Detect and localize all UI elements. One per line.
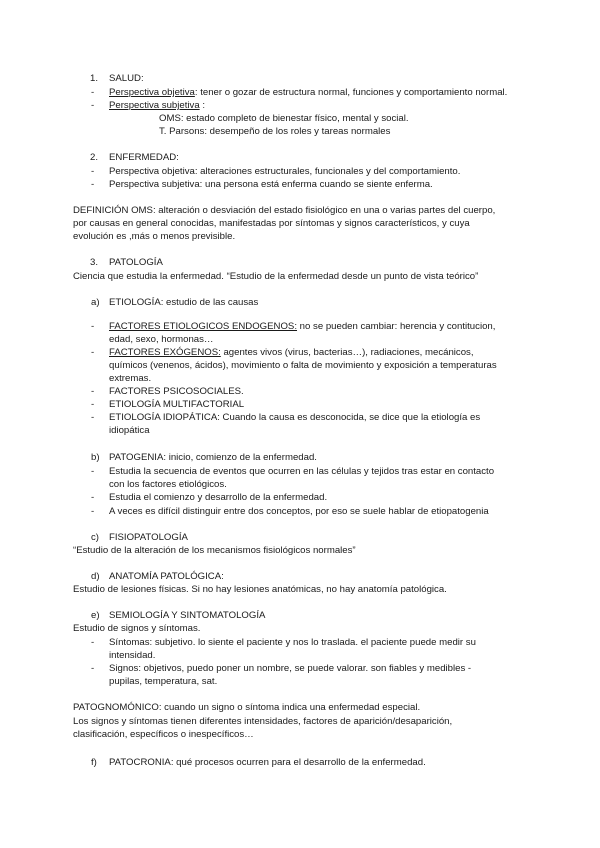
semiologia-description: Estudio de signos y síntomas.	[73, 623, 201, 634]
subsection-b-mark: b)	[91, 452, 100, 463]
bullet: -	[91, 663, 95, 674]
subsection-a-mark: a)	[91, 297, 100, 308]
bullet: -	[91, 399, 95, 410]
subsection-a-title: ETIOLOGÍA: estudio de las causas	[109, 297, 259, 308]
bullet: -	[91, 100, 95, 111]
subsection-e-mark: e)	[91, 610, 100, 621]
bullet: -	[91, 87, 95, 98]
factores-psicosociales-line: FACTORES PSICOSOCIALES.	[109, 386, 244, 397]
subsection-c-title: FISIOPATOLOGÍA	[109, 532, 188, 543]
subsection-d-title: ANATOMÍA PATOLÓGICA:	[109, 571, 224, 582]
factores-endogenos-line	[109, 320, 495, 333]
section-2-title: ENFERMEDAD:	[109, 152, 179, 163]
patologia-description: Ciencia que estudia la enfermedad. “Estudio de la enfermedad desde un punto de vista teórico”	[73, 271, 479, 282]
patognomonico-line-3: clasificación, específicos o inespecíficos…	[73, 729, 254, 740]
salud-objetiva-line	[109, 86, 507, 99]
section-2-number: 2.	[90, 152, 99, 163]
enfermedad-subjetiva-line: Perspectiva subjetiva: una persona está enferma cuando se siente enferma.	[109, 179, 433, 190]
salud-parsons-line: T. Parsons: desempeño de los roles y tareas normales	[159, 126, 391, 137]
section-1-number: 1.	[90, 73, 99, 84]
bullet: -	[91, 347, 95, 358]
bullet: -	[91, 412, 95, 423]
definicion-line-3: evolución es ,más o menos previsible.	[73, 231, 236, 242]
factores-exogenos-label: FACTORES EXÓGENOS:	[109, 347, 221, 358]
patogenia-item-1: Estudia la secuencia de eventos que ocurren en las células y tejidos tras estar en contacto	[109, 466, 495, 477]
etiologia-multifactorial-line: ETIOLOGÍA MULTIFACTORIAL	[109, 399, 245, 410]
bullet: -	[91, 166, 95, 177]
patogenia-item-3: A veces es difícil distinguir entre dos conceptos, por eso se suele hablar de etiopatogenia	[109, 506, 489, 517]
factores-endogenos-label: FACTORES ETIOLOGICOS ENDOGENOS:	[109, 321, 298, 332]
bullet: -	[91, 466, 95, 477]
salud-subjetiva-label: Perspectiva subjetiva	[109, 100, 200, 111]
signos-cont: pupilas, temperatura, sat.	[109, 676, 218, 687]
signos-line: Signos: objetivos, puedo poner un nombre, se puede valorar. son fiables y medibles -	[109, 663, 472, 674]
anatomia-description: Estudio de lesiones físicas. Si no hay lesiones anatómicas, no hay anatomía patológica.	[73, 584, 447, 595]
bullet: -	[91, 506, 95, 517]
salud-objetiva-label: Perspectiva objetiva	[109, 87, 195, 98]
salud-oms-line: OMS: estado completo de bienestar físico, mental y social.	[159, 113, 409, 124]
bullet: -	[91, 492, 95, 503]
section-3-number: 3.	[90, 257, 99, 268]
subsection-f-mark: f)	[91, 757, 97, 768]
factores-exogenos-line	[109, 346, 474, 359]
bullet: -	[91, 179, 95, 190]
patogenia-item-1-cont: con los factores etiológicos.	[109, 479, 227, 490]
factores-endogenos-text: no se pueden cambiar: herencia y contitucion,	[297, 321, 496, 332]
factores-endogenos-cont: edad, sexo, hormonas…	[109, 334, 214, 345]
salud-subjetiva-text: :	[199, 100, 205, 111]
enfermedad-objetiva-line: Perspectiva objetiva: alteraciones estructurales, funcionales y del comportamiento.	[109, 166, 461, 177]
salud-subjetiva-line	[109, 99, 205, 112]
etiologia-idiopatica-line: ETIOLOGÍA IDIOPÁTICA: Cuando la causa es desconocida, se dice que la etiología es	[109, 412, 481, 423]
definicion-line-1: DEFINICIÓN OMS: alteración o desviación del estado fisiológico en una o varias partes del cuerpo,	[73, 205, 496, 216]
patognomonico-line-1: PATOGNOMÓNICO: cuando un signo o síntoma indica una enfermedad especial.	[73, 702, 421, 713]
section-3-title: PATOLOGÍA	[109, 257, 163, 268]
definicion-line-2: por causas en general conocidas, manifestadas por síntomas y signos característicos, y cuya	[73, 218, 470, 229]
salud-objetiva-text: : tener o gozar de estructura normal, funciones y comportamiento normal.	[194, 87, 508, 98]
sintomas-cont: intensidad.	[109, 650, 156, 661]
bullet: -	[91, 637, 95, 648]
patognomonico-line-2: Los signos y síntomas tienen diferentes intensidades, factores de aparición/desaparición,	[73, 716, 453, 727]
subsection-d-mark: d)	[91, 571, 100, 582]
factores-exogenos-text: agentes vivos (virus, bacterias…), radiaciones, mecánicos,	[220, 347, 474, 358]
factores-exogenos-cont-1: químicos (venenos, ácidos), movimiento o falta de movimiento y exposición a temperaturas	[109, 360, 497, 371]
subsection-c-mark: c)	[91, 532, 99, 543]
factores-exogenos-cont-2: extremas.	[109, 373, 152, 384]
subsection-b-title: PATOGENIA: inicio, comienzo de la enfermedad.	[109, 452, 317, 463]
bullet: -	[91, 386, 95, 397]
etiologia-idiopatica-cont: idiopática	[109, 425, 150, 436]
patogenia-item-2: Estudia el comienzo y desarrollo de la enfermedad.	[109, 492, 328, 503]
sintomas-line: Síntomas: subjetivo. lo siente el paciente y nos lo traslada. el paciente puede medir su	[109, 637, 476, 648]
bullet: -	[91, 321, 95, 332]
fisiopatologia-description: “Estudio de la alteración de los mecanismos fisiológicos normales”	[73, 545, 356, 556]
subsection-f-title: PATOCRONIA: qué procesos ocurren para el desarrollo de la enfermedad.	[109, 757, 426, 768]
subsection-e-title: SEMIOLOGÍA Y SINTOMATOLOGÍA	[109, 610, 266, 621]
section-1-title: SALUD:	[109, 73, 144, 84]
